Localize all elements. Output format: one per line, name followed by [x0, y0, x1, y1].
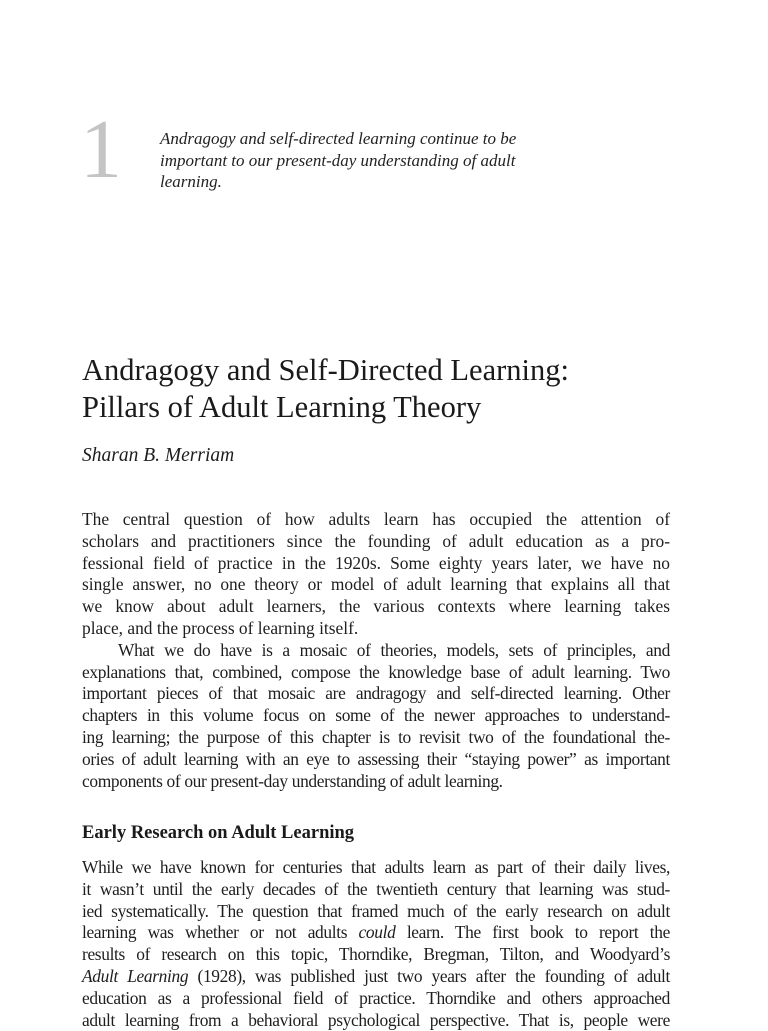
emphasis-could: could	[358, 922, 396, 943]
chapter-title-line-2: Pillars of Adult Learning Theory	[82, 389, 482, 424]
text-line: results of research on this topic, Thorndike, Bregman, Tilton, and Woodyard’s	[82, 944, 670, 965]
section-paragraph-1	[82, 857, 670, 1031]
text-line: scholars and practitioners since the founding of adult education as a pro-	[82, 530, 670, 551]
book-title-adult-learning: Adult Learning	[82, 965, 189, 986]
text-line: place, and the process of learning itself.	[82, 617, 359, 638]
intro-text	[82, 509, 670, 792]
text-line: While we have known for centuries that adults learn as part of their daily lives,	[82, 857, 670, 877]
section-text	[82, 857, 670, 1031]
text-line: education as a professional field of practice. Thorndike and others approached	[82, 987, 670, 1008]
author-name: Sharan B. Merriam	[82, 445, 235, 466]
chapter-title	[82, 352, 682, 425]
text-line: fessional field of practice in the 1920s. Some eighty years later, we have no	[82, 552, 670, 573]
text-line: ied systematically. The question that framed much of the early research on adult	[82, 900, 670, 921]
text-line: explanations that, combined, compose the knowledge base of adult learning. Two	[82, 661, 670, 682]
chapter-number: 1	[80, 103, 122, 196]
intro-paragraph-1	[82, 509, 670, 640]
text-line: chapters in this volume focus on some of the newer approaches to understand-	[82, 705, 670, 726]
section-heading: Early Research on Adult Learning	[82, 823, 355, 843]
text-line: we know about adult learners, the various contexts where learning takes	[82, 596, 670, 617]
text-span: (1928), was published just two years after the founding of adult	[188, 965, 670, 986]
text-line	[82, 922, 670, 944]
chapter-title-line-1: Andragogy and Self-Directed Learning:	[82, 353, 569, 387]
text-line: What we do have is a mosaic of theories, models, sets of principles, and	[118, 639, 670, 660]
text-line: important pieces of that mosaic are andragogy and self-directed learning. Other	[82, 683, 670, 704]
text-line: adult learning from a behavioral psychological perspective. That is, people were	[82, 1009, 670, 1030]
text-span: learning was whether or not adults	[82, 922, 359, 943]
intro-paragraph-2	[82, 640, 670, 793]
text-line: The central question of how adults learn has occupied the attention of	[82, 509, 670, 529]
text-line: single answer, no one theory or model of adult learning that explains all that	[82, 574, 670, 595]
text-line: ories of adult learning with an eye to assessing their “staying power” as important	[82, 748, 670, 769]
chapter-epigraph: Andragogy and self-directed learning continue to be important to our present-day understanding of adult learning.	[160, 129, 517, 191]
text-line	[82, 966, 670, 988]
text-span: learn. The first book to report the	[395, 922, 670, 943]
text-line: components of our present-day understanding of adult learning.	[82, 770, 503, 791]
text-line: ing learning; the purpose of this chapter is to revisit two of the foundational the-	[82, 726, 670, 747]
text-line: it wasn’t until the early decades of the twentieth century that learning was stud-	[82, 878, 670, 899]
